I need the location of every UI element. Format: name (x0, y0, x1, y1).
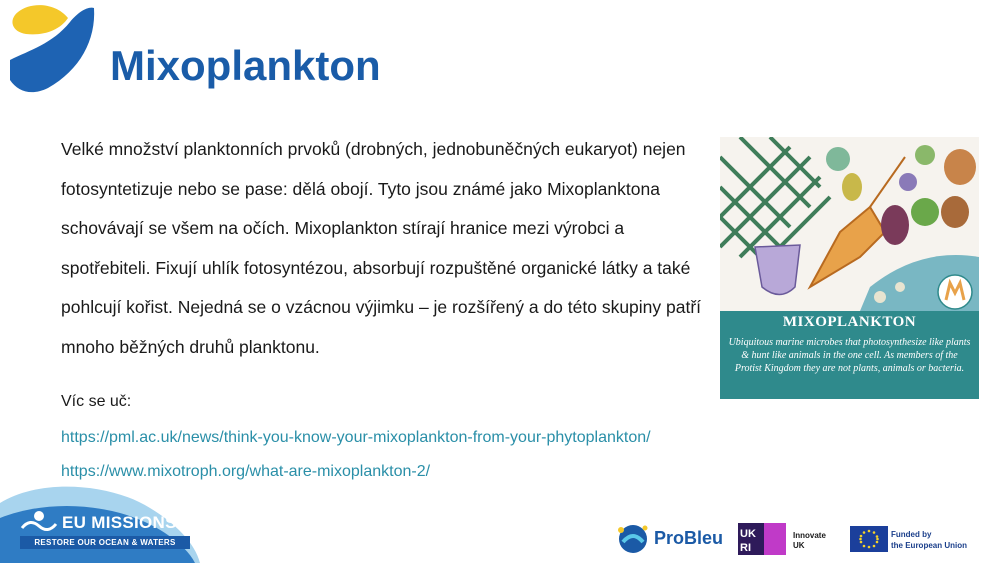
probleu-logo-icon (615, 522, 651, 556)
innovate-line1: Innovate (793, 531, 826, 540)
funded-by-eu-label (891, 529, 967, 551)
card-subtitle: Ubiquitous marine microbes that photosynthesize like plants & hunt like animals in the one cell. As members of the Protist Kingdom they are not plants, animals or bacteria. (728, 337, 971, 374)
learn-more-label: Víc se uč: (61, 393, 132, 410)
svg-text:RI: RI (740, 542, 751, 554)
eu-missions-icon (20, 508, 58, 534)
eu-missions-label: EU MISSIONS (62, 513, 177, 532)
card-caption-band (720, 311, 979, 399)
eu-missions-sub: RESTORE OUR OCEAN & WATERS (20, 536, 190, 549)
corner-logo-icon (0, 0, 100, 100)
funded-line2: the European Union (891, 541, 967, 550)
innovate-uk-label (793, 531, 826, 551)
page-title: Mixoplankton (110, 42, 381, 89)
probleu-label: ProBleu (654, 528, 724, 548)
card-title: MIXOPLANKTON (782, 314, 917, 330)
innovate-line2: UK (793, 541, 805, 550)
mixoplankton-card (720, 137, 979, 399)
funded-line1: Funded by (891, 530, 932, 539)
intro-paragraph: Velké množství planktonních prvoků (drobných, jednobuněčných eukaryot) nejen fotosyntetizuje nebo se pase: dělá obojí. Tyto jsou známé jako Mixoplanktona schovávají se všem na očích. Mixoplankton stírají hranice mezi výrobci a spotřebiteli. Fixují uhlík fotosyntézou, absorbují rozpuštěné organické látky a také pohlcují kořist. Nejedná se o vzácnou výjimku – je rozšířený a do této skupiny patří mnoho běžných druhů planktonu. (61, 139, 702, 357)
pml-link[interactable]: https://pml.ac.uk/news/think-you-know-your-mixoplankton-from-your-phytoplankton/ (61, 429, 651, 446)
plankton-illustration (720, 137, 979, 311)
ukri-logo-icon (738, 523, 786, 555)
eu-flag-icon (850, 526, 888, 552)
mixotroph-link[interactable]: https://www.mixotroph.org/what-are-mixoplankton-2/ (61, 463, 431, 480)
svg-text:UK: UK (740, 528, 756, 540)
